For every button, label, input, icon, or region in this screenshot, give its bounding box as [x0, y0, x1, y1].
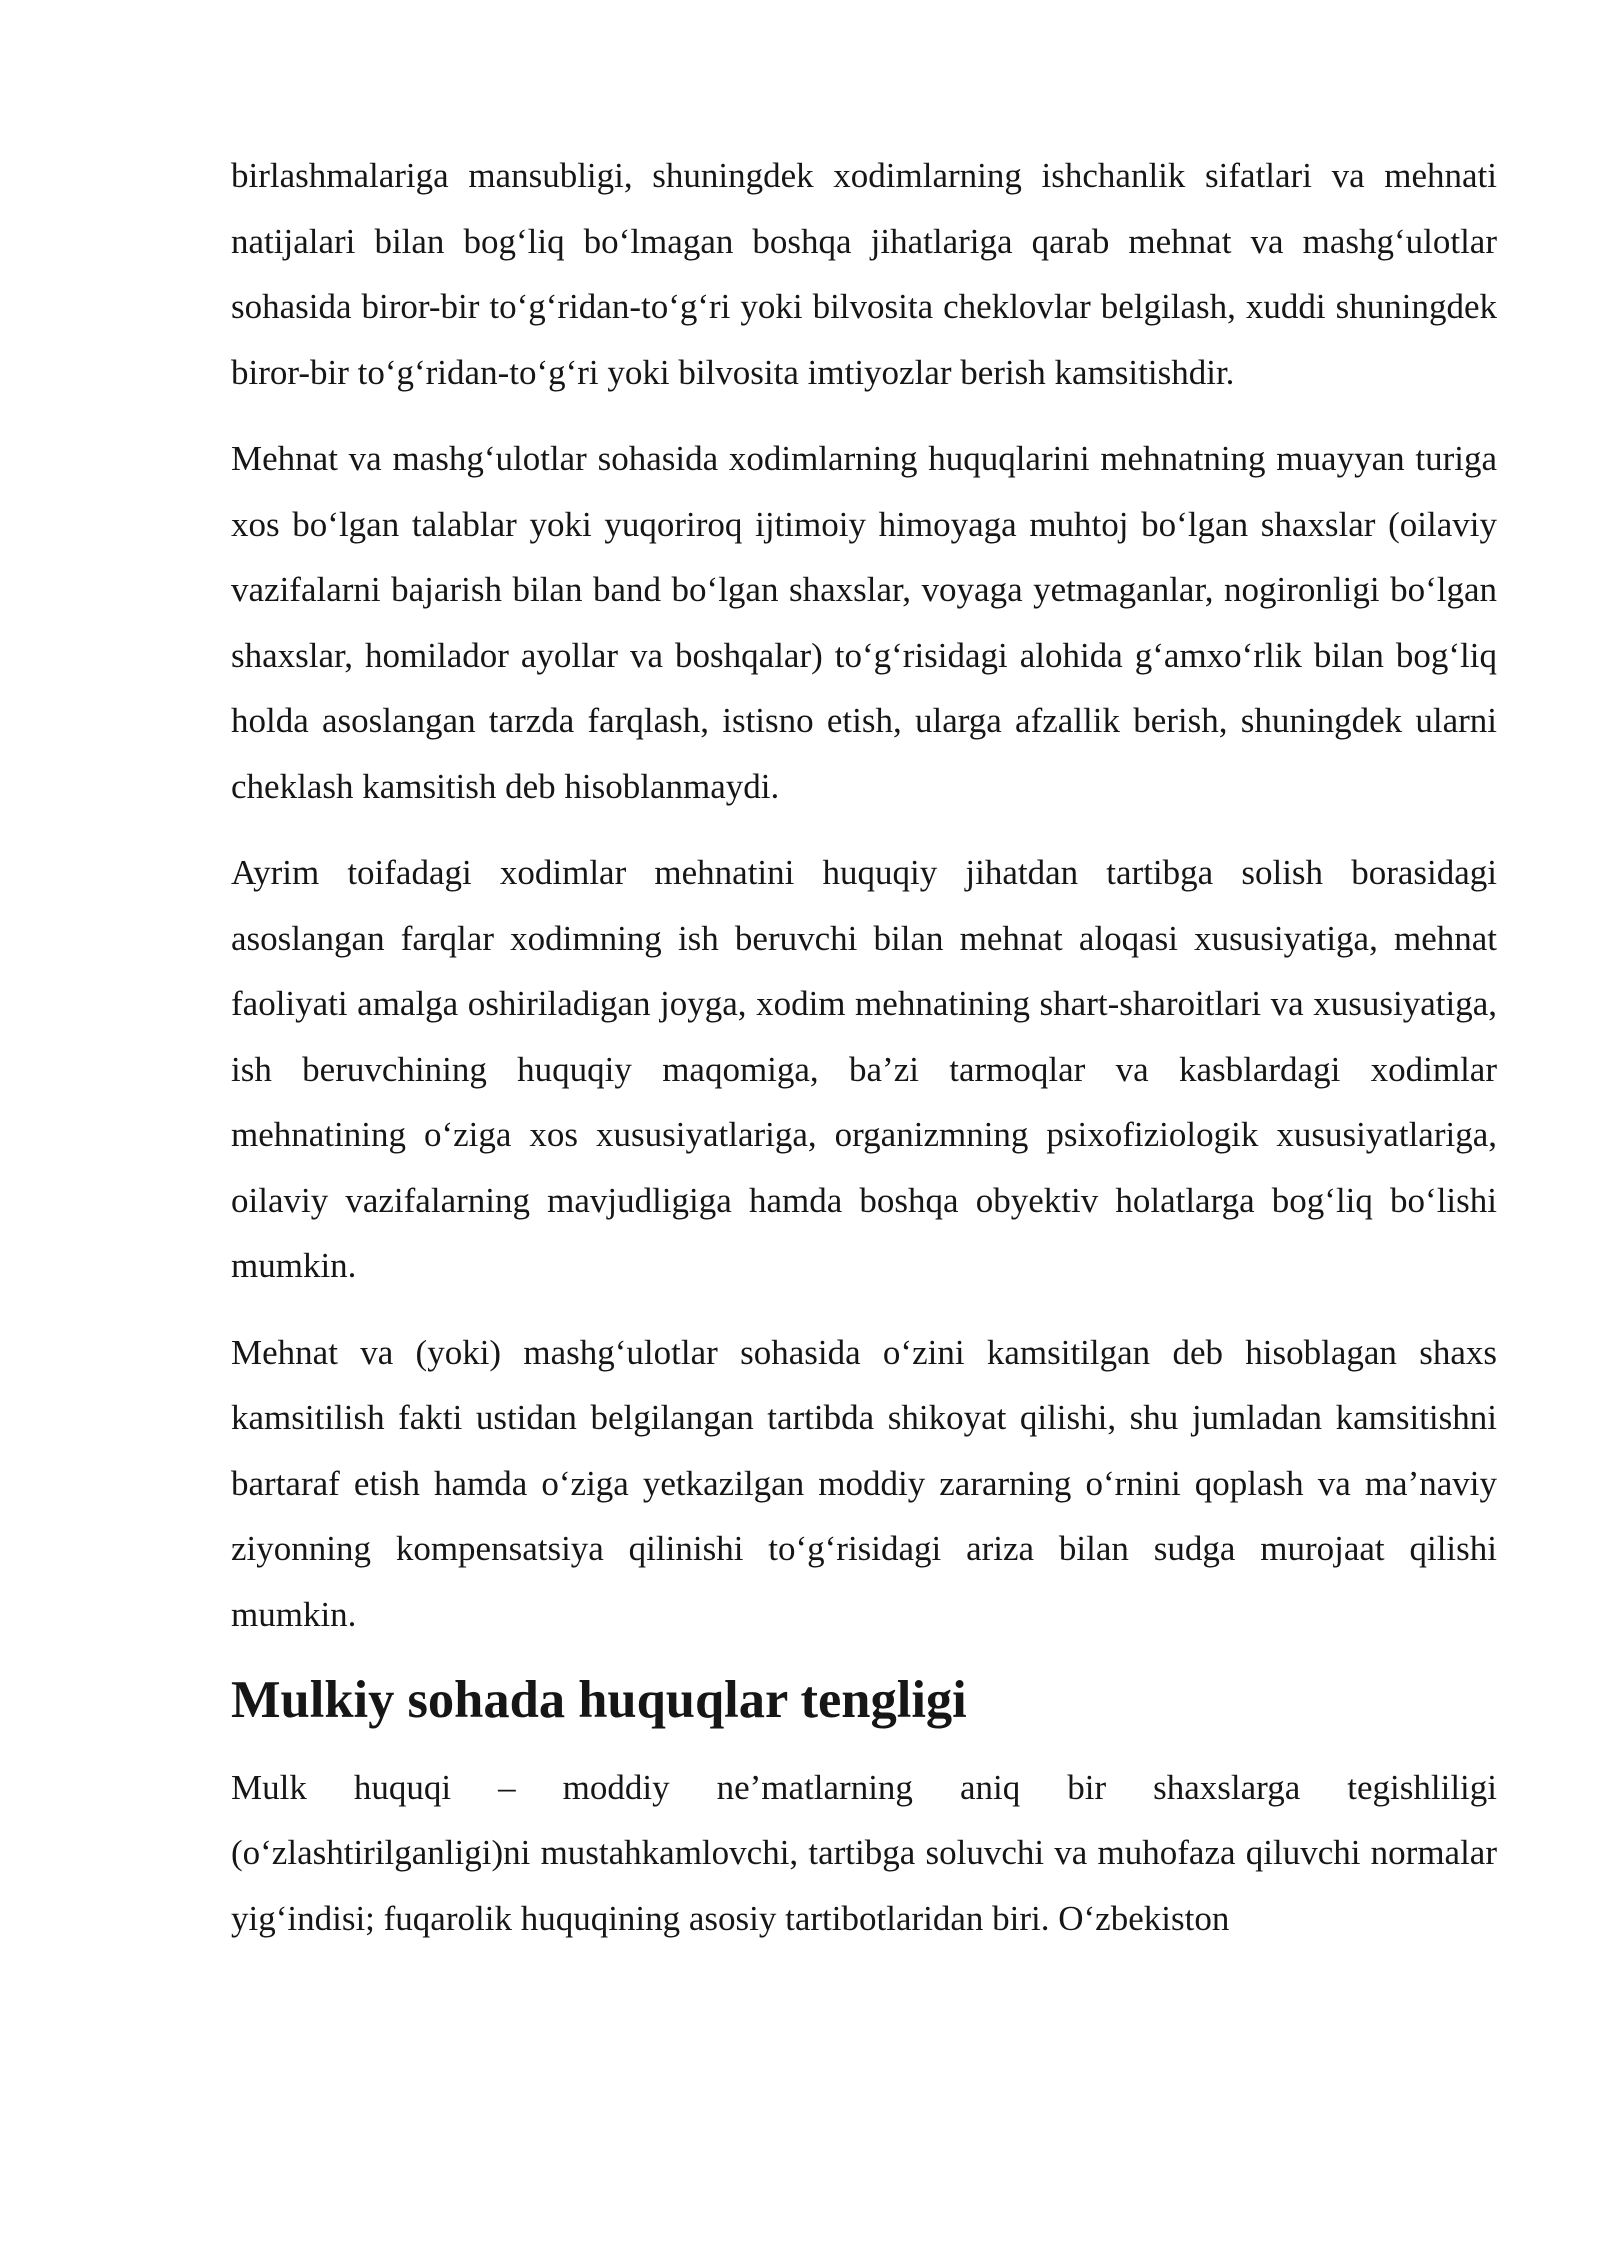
paragraph-complaint-right: Mehnat va (yoki) mashg‘ulotlar sohasida o‘zini kamsitilgan deb hisoblagan shaxs kamsitilish fakti ustidan belgilangan tartibda shikoyat qilishi, shu jumladan kamsitishni bartaraf etish hamda o‘ziga yetkazilgan moddiy zararning o‘rnini qoplash va ma’naviy ziyonning kompensatsiya qilinishi to‘g‘risidagi ariza bilan sudga murojaat qilishi mumkin.	[231, 1332, 1497, 1634]
section-heading: Mulkiy sohada huquqlar tengligi	[231, 1671, 967, 1729]
paragraph-property-right: Mulk huquqi – moddiy ne’matlarning aniq bir shaxslarga tegishliligi (o‘zlashtirilganligi)ni mustahkamlovchi, tartibga soluvchi va muhofaza qiluvchi normalar yig‘indisi; fuqarolik huquqining asosiy tartibotlaridan biri. O‘zbekiston	[231, 1767, 1497, 1938]
paragraph-discrimination-definition: birlashmalariga mansubligi, shuningdek xodimlarning ishchanlik sifatlari va mehnati natijalari bilan bog‘liq bo‘lmagan boshqa jihatlariga qarab mehnat va mashg‘ulotlar sohasida biror-bir to‘g‘ridan-to‘g‘ri yoki bilvosita cheklovlar belgilash, xuddi shuningdek biror-bir to‘g‘ridan-to‘g‘ri yoki bilvosita imtiyozlar berish kamsitishdir.	[231, 156, 1497, 392]
paragraph-justified-differences: Ayrim toifadagi xodimlar mehnatini huquqiy jihatdan tartibga solish borasidagi asoslangan farqlar xodimning ish beruvchi bilan mehnat aloqasi xususiyatiga, mehnat faoliyati amalga oshiriladigan joyga, xodim mehnatining shart-sharoitlari va xususiyatiga, ish beruvchining huquqiy maqomiga, ba’zi tarmoqlar va kasblardagi xodimlar mehnatining o‘ziga xos xususiyatlariga, organizmning psixofiziologik xususiyatlariga, oilaviy vazifalarning mavjudligiga hamda boshqa obyektiv holatlarga bog‘liq bo‘lishi mumkin.	[231, 853, 1497, 1285]
paragraph-not-discrimination: Mehnat va mashg‘ulotlar sohasida xodimlarning huquqlarini mehnatning muayyan turiga xos bo‘lgan talablar yoki yuqoriroq ijtimoiy himoyaga muhtoj bo‘lgan shaxslar (oilaviy vazifalarni bajarish bilan band bo‘lgan shaxslar, voyaga yetmaganlar, nogironligi bo‘lgan shaxslar, homilador ayollar va boshqalar) to‘g‘risidagi alohida g‘amxo‘rlik bilan bog‘liq holda asoslangan tarzda farqlash, istisno etish, ularga afzallik berish, shuningdek ularni cheklash kamsitish deb hisoblanmaydi.	[231, 439, 1497, 806]
document-page	[231, 143, 1497, 1972]
